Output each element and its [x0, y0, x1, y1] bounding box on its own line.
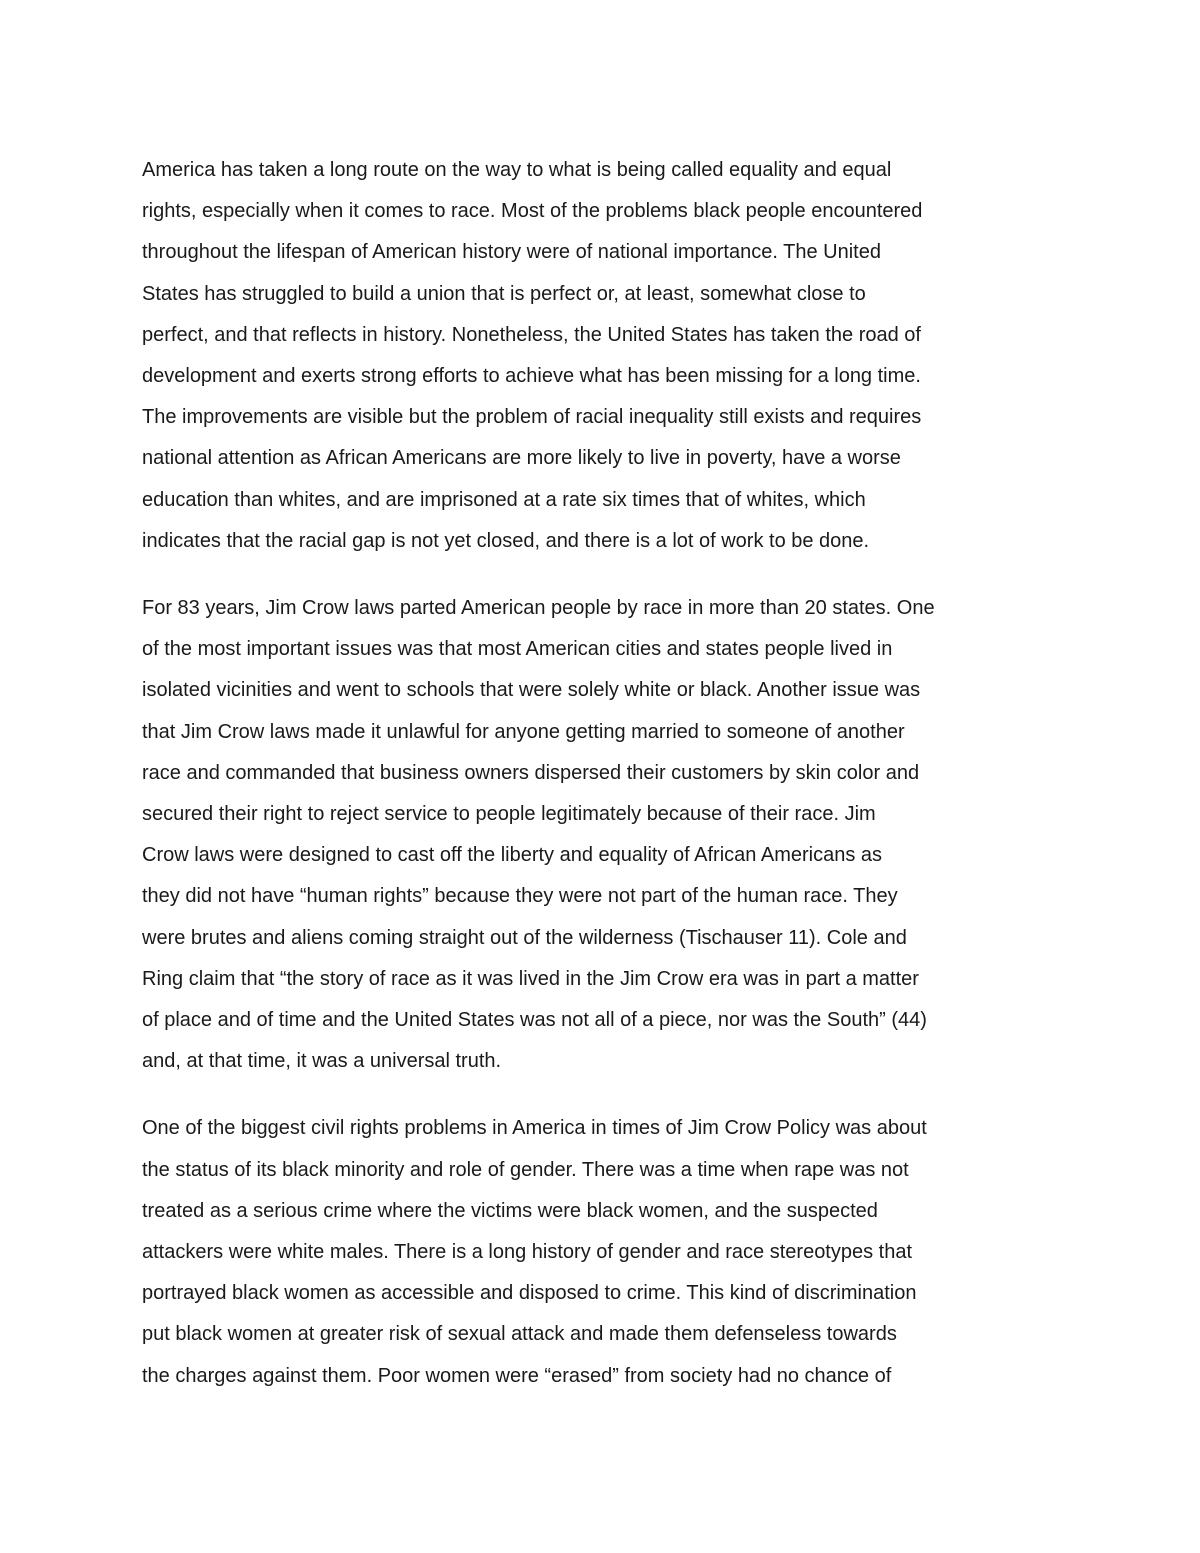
- paragraph-2: [142, 588, 1066, 1082]
- text-line: indicates that the racial gap is not yet closed, and there is a lot of work to be done.: [142, 529, 870, 552]
- text-line: were brutes and aliens coming straight out of the wilderness (Tischauser 11). Cole and: [142, 926, 907, 949]
- text-line: Ring claim that “the story of race as it was lived in the Jim Crow era was in part a matter: [142, 967, 919, 990]
- document-body: [142, 150, 1066, 1423]
- text-line: put black women at greater risk of sexual attack and made them defenseless towards: [142, 1323, 897, 1346]
- text-line: that Jim Crow laws made it unlawful for anyone getting married to someone of another: [142, 720, 905, 743]
- text-line: education than whites, and are imprisoned at a rate six times that of whites, which: [142, 488, 866, 511]
- text-line: isolated vicinities and went to schools that were solely white or black. Another issue was: [142, 679, 921, 702]
- text-line: For 83 years, Jim Crow laws parted American people by race in more than 20 states. One: [142, 597, 935, 620]
- paragraph-1: [142, 150, 1066, 562]
- text-line: development and exerts strong efforts to achieve what has been missing for a long time.: [142, 365, 921, 388]
- text-line: perfect, and that reflects in history. Nonetheless, the United States has taken the road of: [142, 323, 921, 346]
- text-line: Crow laws were designed to cast off the liberty and equality of African Americans as: [142, 844, 883, 867]
- text-line: treated as a serious crime where the victims were black women, and the suspected: [142, 1199, 878, 1222]
- paragraph-3: [142, 1108, 1066, 1396]
- text-line: and, at that time, it was a universal truth.: [142, 1050, 502, 1073]
- text-line: the status of its black minority and role of gender. There was a time when rape was not: [142, 1158, 909, 1181]
- text-line: portrayed black women as accessible and disposed to crime. This kind of discrimination: [142, 1282, 917, 1305]
- text-line: throughout the lifespan of American history were of national importance. The United: [142, 241, 881, 264]
- text-line: America has taken a long route on the way to what is being called equality and equal: [142, 159, 892, 181]
- text-line: The improvements are visible but the problem of racial inequality still exists and requires: [142, 406, 922, 429]
- text-line: the charges against them. Poor women were “erased” from society had no chance of: [142, 1364, 892, 1387]
- text-line: race and commanded that business owners dispersed their customers by skin color and: [142, 761, 920, 784]
- text-line: they did not have “human rights” because they were not part of the human race. They: [142, 885, 898, 908]
- text-line: of the most important issues was that most American cities and states people lived in: [142, 638, 893, 661]
- text-line: rights, especially when it comes to race. Most of the problems black people encountered: [142, 200, 923, 223]
- text-line: of place and of time and the United States was not all of a piece, nor was the South” (44): [142, 1009, 927, 1032]
- text-line: attackers were white males. There is a long history of gender and race stereotypes that: [142, 1241, 913, 1264]
- text-line: national attention as African Americans are more likely to live in poverty, have a worse: [142, 447, 901, 470]
- text-line: secured their right to reject service to people legitimately because of their race. Jim: [142, 803, 876, 826]
- text-line: One of the biggest civil rights problems in America in times of Jim Crow Policy was about: [142, 1117, 927, 1140]
- text-line: States has struggled to build a union that is perfect or, at least, somewhat close to: [142, 282, 866, 305]
